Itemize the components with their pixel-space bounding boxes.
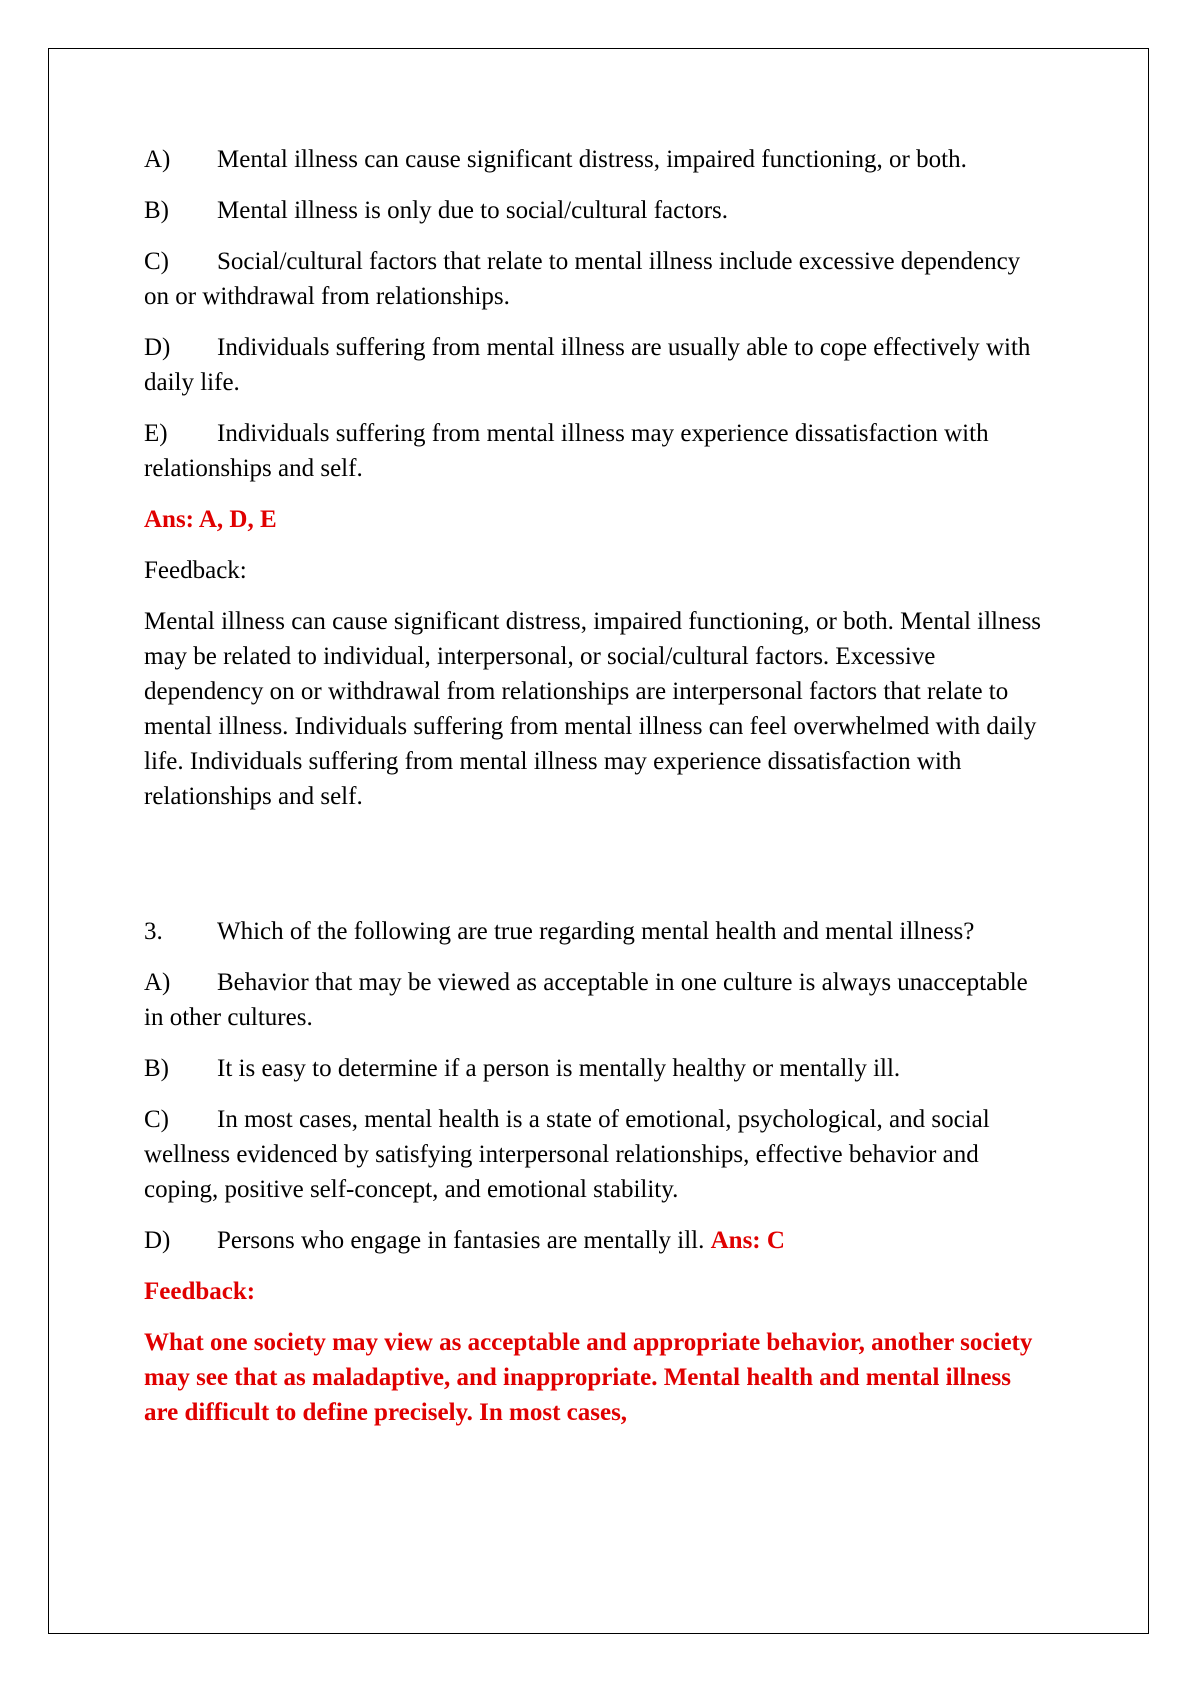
q3-option-c <box>144 1102 1044 1207</box>
option-label: A) <box>144 969 171 996</box>
q2-answer: Ans: A, D, E <box>144 506 277 533</box>
question-number: 3. <box>144 918 163 945</box>
option-label: C) <box>144 1106 169 1133</box>
option-label: A) <box>144 146 171 173</box>
question-text: Which of the following are true regarding mental health and mental illness? <box>217 918 975 945</box>
q3-feedback-text: What one society may view as acceptable and appropriate behavior, another society may see that as maladaptive, and inappropriate. Mental health and mental illness are difficult to define precisely. In most cases, <box>144 1329 1033 1426</box>
q3-stem <box>144 914 1044 949</box>
option-label: D) <box>144 1227 171 1254</box>
option-label: B) <box>144 197 169 224</box>
option-text: It is easy to determine if a person is mentally healthy or mentally ill. <box>217 1055 901 1082</box>
q3-option-a <box>144 965 1044 1035</box>
option-label: B) <box>144 1055 169 1082</box>
q2-option-b <box>144 193 1044 228</box>
q2-option-c <box>144 244 1044 314</box>
option-text: Social/cultural factors that relate to mental illness include excessive dependency on or withdrawal from relationships. <box>144 248 1021 310</box>
option-text: In most cases, mental health is a state of emotional, psychological, and social wellness evidenced by satisfying interpersonal relationships, effective behavior and coping, positive self-concept, and emotional stability. <box>144 1106 990 1203</box>
q2-option-a <box>144 142 1044 177</box>
option-label: D) <box>144 334 171 361</box>
q3-answer: Ans: C <box>710 1227 785 1254</box>
q2-option-d <box>144 330 1044 400</box>
option-text: Persons who engage in fantasies are mentally ill. <box>217 1227 705 1254</box>
option-text: Individuals suffering from mental illness are usually able to cope effectively with daily life. <box>144 334 1031 396</box>
q2-feedback-text: Mental illness can cause significant distress, impaired functioning, or both. Mental illness may be related to individual, interpersonal, or social/cultural factors. Excessive dependency on or withdrawal from relationships are interpersonal factors that relate to mental illness. Individuals suffering from mental illness can feel overwhelmed with daily life. Individuals suffering from mental illness may experience dissatisfaction with relationships and self. <box>144 608 1042 810</box>
section-spacer <box>144 830 1044 914</box>
q2-option-e <box>144 416 1044 486</box>
option-label: E) <box>144 420 168 447</box>
option-text: Individuals suffering from mental illness may experience dissatisfaction with relationships and self. <box>144 420 989 482</box>
q3-option-b <box>144 1051 1044 1086</box>
option-label: C) <box>144 248 169 275</box>
q3-option-d <box>144 1223 1044 1258</box>
document-body <box>144 142 1044 1446</box>
option-text: Mental illness is only due to social/cultural factors. <box>217 197 728 224</box>
option-text: Mental illness can cause significant distress, impaired functioning, or both. <box>217 146 967 173</box>
option-text: Behavior that may be viewed as acceptable in one culture is always unacceptable in other cultures. <box>144 969 1028 1031</box>
q3-feedback-label: Feedback: <box>144 1278 256 1305</box>
q2-feedback-label: Feedback: <box>144 557 247 584</box>
